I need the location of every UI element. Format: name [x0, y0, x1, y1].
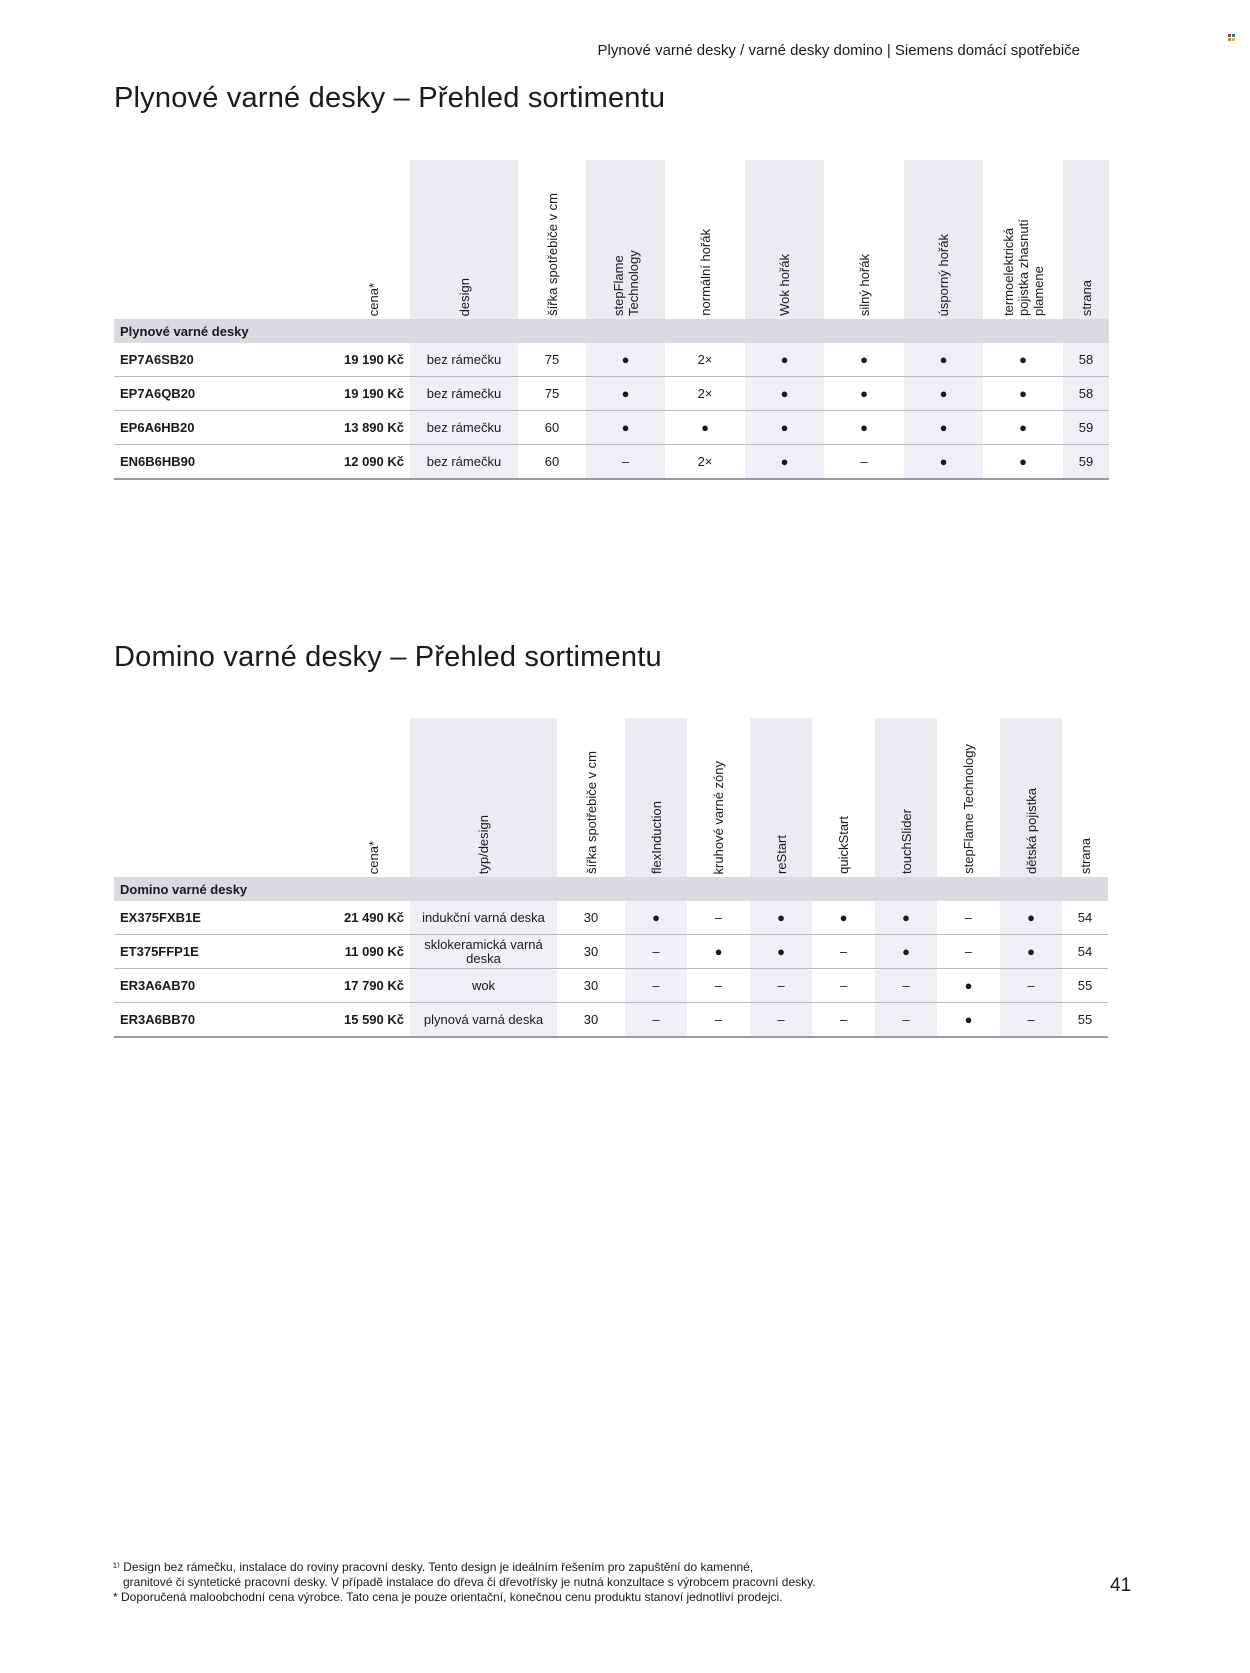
restart-cell: –	[750, 969, 812, 1003]
price-cell: 12 090 Kč	[337, 445, 410, 480]
logo-square-yellow	[1232, 38, 1235, 41]
eco-burner-cell: ●	[904, 343, 983, 377]
child-lock-cell: ●	[1000, 901, 1062, 935]
normal-burner-cell: 2×	[665, 445, 745, 480]
page-cell: 54	[1062, 935, 1108, 969]
price-cell: 13 890 Kč	[337, 411, 410, 445]
child-lock-cell: –	[1000, 969, 1062, 1003]
page-cell: 59	[1063, 445, 1109, 480]
table-row	[114, 901, 1108, 935]
brand-logo-icon	[1228, 34, 1235, 41]
price-cell: 21 490 Kč	[337, 901, 410, 935]
thermo-safety-cell: ●	[983, 343, 1063, 377]
footnote-1-continued: granitové či syntetické pracovní desky. V případě instalace do dřeva či dřevotřísky je nutná konzultace s výrobcem pracovní desky.	[123, 1575, 816, 1589]
quickstart-cell: –	[812, 969, 875, 1003]
logo-square-green	[1228, 38, 1231, 41]
stepflame-cell: –	[586, 445, 665, 480]
domino-section-title: Domino varné desky – Přehled sortimentu	[114, 641, 662, 673]
domino-overview-table	[114, 718, 1108, 1038]
quickstart-cell: –	[812, 1003, 875, 1038]
table-row	[114, 935, 1108, 969]
restart-cell: ●	[750, 935, 812, 969]
model-cell: ER3A6AB70	[114, 969, 337, 1003]
round-zones-cell: –	[687, 1003, 750, 1038]
design-cell: bez rámečku	[410, 343, 518, 377]
page-number: 41	[1110, 1575, 1132, 1596]
model-cell: EP7A6SB20	[114, 343, 337, 377]
price-cell: 19 190 Kč	[337, 377, 410, 411]
domino-header-touchslider: touchSlider	[875, 718, 937, 877]
logo-square-blue	[1232, 34, 1235, 37]
model-cell: EX375FXB1E	[114, 901, 337, 935]
flexinduction-cell: –	[625, 935, 687, 969]
page-cell: 54	[1062, 901, 1108, 935]
logo-square-red	[1228, 34, 1231, 37]
round-zones-cell: ●	[687, 935, 750, 969]
quickstart-cell: ●	[812, 901, 875, 935]
child-lock-cell: –	[1000, 1003, 1062, 1038]
domino-header-page: strana	[1077, 837, 1093, 874]
model-cell: EP7A6QB20	[114, 377, 337, 411]
type-cell: sklokeramická varná deska	[410, 935, 557, 969]
stepflame-cell: ●	[937, 1003, 1000, 1038]
gas-section-title: Plynové varné desky – Přehled sortimentu	[114, 82, 666, 114]
gas-header-strong-burner: silný hořák	[856, 253, 872, 316]
footnotes	[113, 1560, 816, 1605]
normal-burner-cell: ●	[665, 411, 745, 445]
price-cell: 17 790 Kč	[337, 969, 410, 1003]
gas-header-wok-burner: Wok hořák	[745, 160, 824, 319]
width-cell: 30	[557, 901, 625, 935]
restart-cell: ●	[750, 901, 812, 935]
gas-group-label: Plynové varné desky	[114, 319, 1109, 343]
footnote-price: * Doporučená maloobchodní cena výrobce. Tato cena je pouze orientační, konečnou cenu produktu stanoví jednotliví prodejci.	[113, 1590, 783, 1604]
table-row	[114, 411, 1109, 445]
gas-header-page: strana	[1063, 160, 1109, 319]
thermo-safety-cell: ●	[983, 377, 1063, 411]
gas-overview-table	[114, 160, 1109, 480]
strong-burner-cell: ●	[824, 343, 904, 377]
page-cell: 59	[1063, 411, 1109, 445]
page-cell: 55	[1062, 969, 1108, 1003]
width-cell: 30	[557, 935, 625, 969]
eco-burner-cell: ●	[904, 377, 983, 411]
design-cell: bez rámečku	[410, 445, 518, 480]
domino-header-stepflame: stepFlame Technology	[961, 744, 976, 874]
touchslider-cell: ●	[875, 901, 937, 935]
gas-header-thermo-safety: termoelektrická pojistka zhasnutí plamene	[1000, 219, 1046, 316]
table-row	[114, 969, 1108, 1003]
touchslider-cell: ●	[875, 935, 937, 969]
stepflame-cell: ●	[586, 343, 665, 377]
domino-header-round-zones: kruhové varné zóny	[711, 760, 726, 874]
price-cell: 19 190 Kč	[337, 343, 410, 377]
flexinduction-cell: ●	[625, 901, 687, 935]
wok-burner-cell: ●	[745, 445, 824, 480]
strong-burner-cell: ●	[824, 377, 904, 411]
flexinduction-cell: –	[625, 969, 687, 1003]
stepflame-cell: –	[937, 901, 1000, 935]
touchslider-cell: –	[875, 969, 937, 1003]
width-cell: 75	[518, 343, 586, 377]
normal-burner-cell: 2×	[665, 377, 745, 411]
round-zones-cell: –	[687, 969, 750, 1003]
stepflame-cell: ●	[586, 377, 665, 411]
width-cell: 75	[518, 377, 586, 411]
width-cell: 30	[557, 1003, 625, 1038]
design-cell: bez rámečku	[410, 377, 518, 411]
thermo-safety-cell: ●	[983, 445, 1063, 480]
table-row	[114, 343, 1109, 377]
model-cell: ET375FFP1E	[114, 935, 337, 969]
page-cell: 58	[1063, 377, 1109, 411]
gas-header-price: cena*	[366, 282, 381, 316]
gas-header-eco-burner: úsporný hořák	[904, 160, 983, 319]
quickstart-cell: –	[812, 935, 875, 969]
type-cell: plynová varná deska	[410, 1003, 557, 1038]
footnote-1: ¹⁾ Design bez rámečku, instalace do roviny pracovní desky. Tento design je ideálním řešením pro zapuštění do kamenné,	[113, 1560, 754, 1574]
width-cell: 30	[557, 969, 625, 1003]
wok-burner-cell: ●	[745, 411, 824, 445]
child-lock-cell: ●	[1000, 935, 1062, 969]
table-row	[114, 377, 1109, 411]
width-cell: 60	[518, 445, 586, 480]
gas-header-model	[114, 160, 337, 319]
wok-burner-cell: ●	[745, 377, 824, 411]
page-cell: 58	[1063, 343, 1109, 377]
eco-burner-cell: ●	[904, 411, 983, 445]
flexinduction-cell: –	[625, 1003, 687, 1038]
round-zones-cell: –	[687, 901, 750, 935]
table-row	[114, 445, 1109, 480]
domino-header-width: šířka spotřebiče v cm	[583, 751, 599, 874]
stepflame-cell: ●	[586, 411, 665, 445]
design-cell: bez rámečku	[410, 411, 518, 445]
domino-header-type: typ/design	[410, 718, 557, 877]
table-row	[114, 1003, 1108, 1038]
normal-burner-cell: 2×	[665, 343, 745, 377]
type-cell: wok	[410, 969, 557, 1003]
model-cell: EN6B6HB90	[114, 445, 337, 480]
wok-burner-cell: ●	[745, 343, 824, 377]
touchslider-cell: –	[875, 1003, 937, 1038]
price-cell: 15 590 Kč	[337, 1003, 410, 1038]
width-cell: 60	[518, 411, 586, 445]
domino-header-price: cena*	[366, 840, 381, 874]
domino-header-flexinduction: flexInduction	[625, 718, 687, 877]
strong-burner-cell: –	[824, 445, 904, 480]
gas-header-width: šířka spotřebiče v cm	[544, 193, 560, 316]
domino-header-quickstart: quickStart	[836, 816, 851, 874]
strong-burner-cell: ●	[824, 411, 904, 445]
model-cell: ER3A6BB70	[114, 1003, 337, 1038]
thermo-safety-cell: ●	[983, 411, 1063, 445]
gas-header-stepflame: stepFlame Technology	[586, 160, 665, 319]
restart-cell: –	[750, 1003, 812, 1038]
type-cell: indukční varná deska	[410, 901, 557, 935]
gas-header-design: design	[410, 160, 518, 319]
stepflame-cell: –	[937, 935, 1000, 969]
domino-header-child-lock: dětská pojistka	[1000, 718, 1062, 877]
gas-header-normal-burner: normální hořák	[697, 229, 713, 316]
domino-header-model	[114, 718, 337, 877]
model-cell: EP6A6HB20	[114, 411, 337, 445]
domino-header-restart: reStart	[750, 718, 812, 877]
domino-group-label: Domino varné desky	[114, 877, 1108, 901]
page-cell: 55	[1062, 1003, 1108, 1038]
stepflame-cell: ●	[937, 969, 1000, 1003]
price-cell: 11 090 Kč	[337, 935, 410, 969]
running-header: Plynové varné desky / varné desky domino | Siemens domácí spotřebiče	[597, 42, 1080, 59]
eco-burner-cell: ●	[904, 445, 983, 480]
